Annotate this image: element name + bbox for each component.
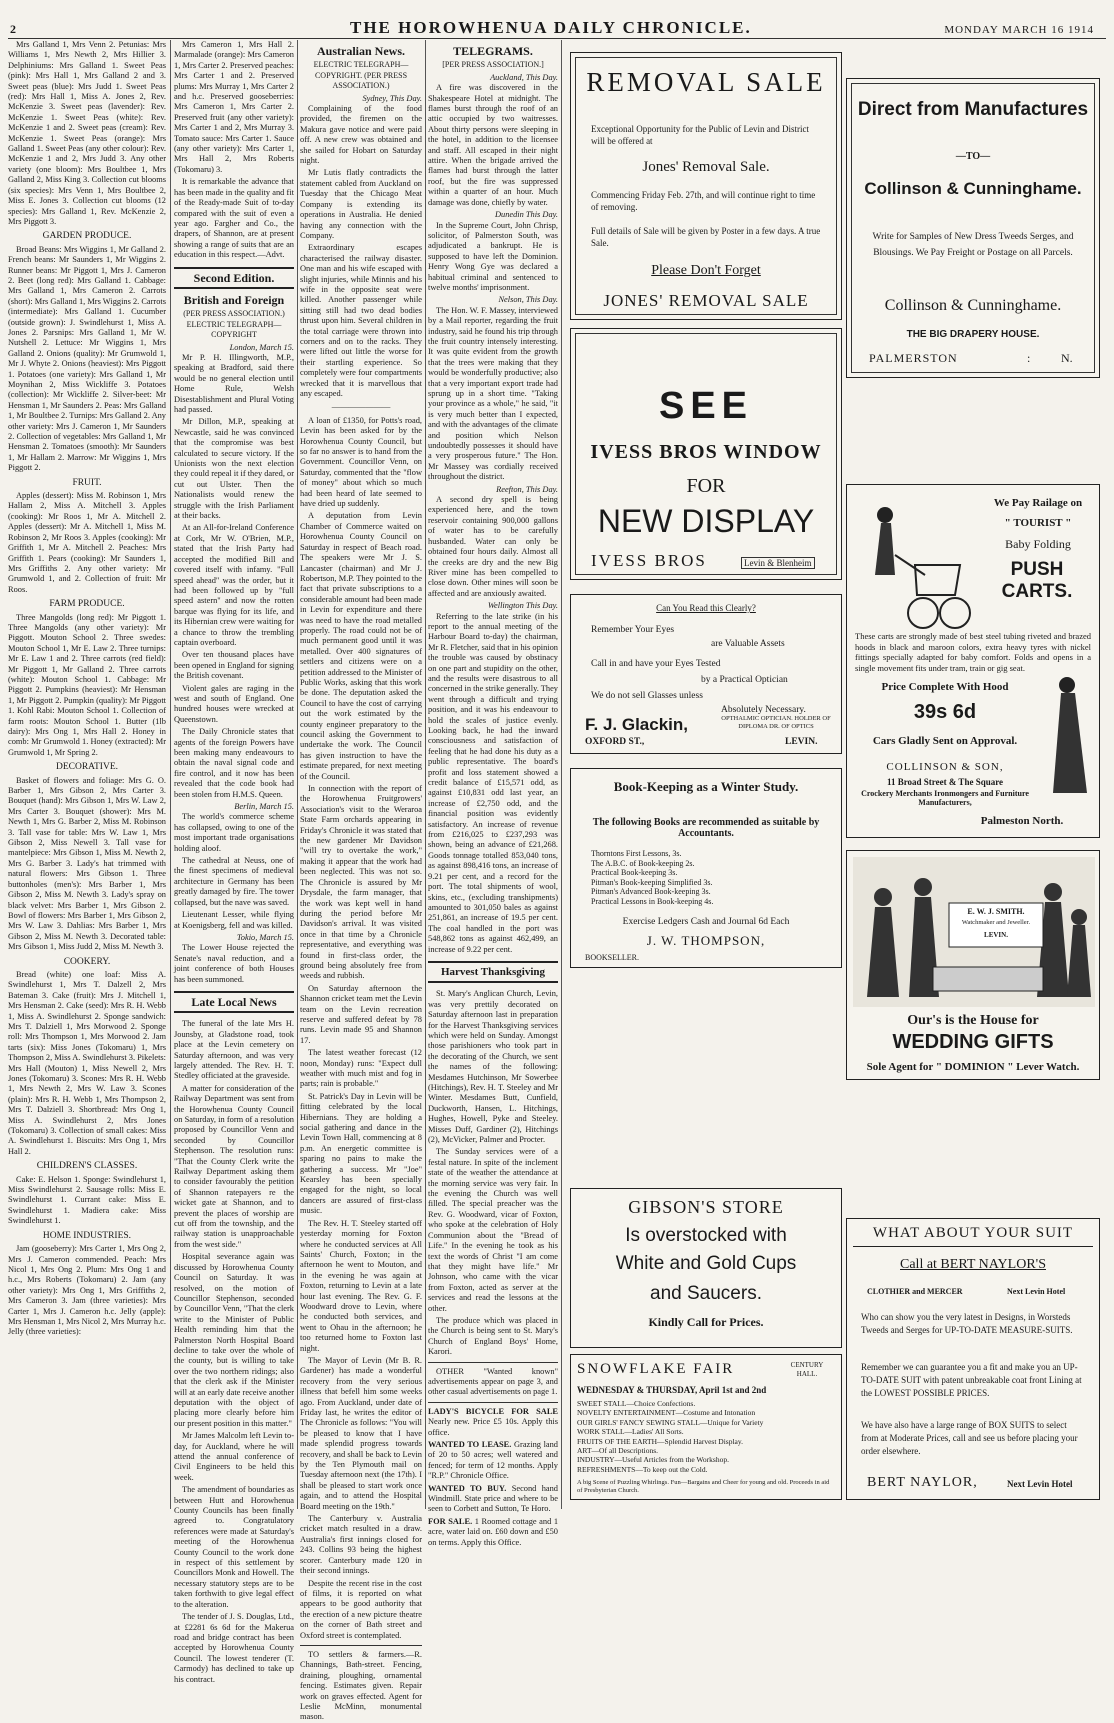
news-item: At an All-for-Ireland Conference at Cork, Mr W. O'Brien, M.P., stated that the Irish Party had accepted the modified Bill and covered itself with infamy. "Full speed ahead" was the order, but it had been followed up by "full speed astern" and now the rotten barque was flying for its life, and its Hibernian crew were waiting for a chance to throw the trembling captain overboard. — [174, 523, 294, 647]
news-item: In the Supreme Court, John Chrisp, solicitor, of Palmerston South, was adjudicated a bankrupt. He is supposed to have left the Dominion. Henry Wong Gye was declared a habitual criminal and sentenced to twelve months' imprisonment. — [428, 220, 558, 292]
gibson-title: GIBSON'S STORE — [628, 1197, 784, 1217]
home-industries-heading: HOME INDUSTRIES. — [42, 1230, 132, 1241]
news-item: Over ten thousand places have been opened in England for signing the British covenant. — [174, 650, 294, 681]
column-rule — [297, 40, 298, 1509]
glackin-line5: We do not sell Glasses unless — [591, 691, 703, 701]
harvest-item: The produce which was placed in the Church is being sent to St. Mary's Church of England Boys' Home, Karori. — [428, 1315, 558, 1357]
dateline-sydney: Sydney, This Day. — [362, 93, 422, 103]
second-edition-heading: Second Edition. — [193, 270, 275, 285]
book-item: Practical Lessons in Book-keeping 4s. — [591, 896, 714, 906]
ad-book-keeping — [570, 768, 842, 968]
local-item: The tender of J. S. Douglas, Ltd., at £2281 6s 6d for the Makerua road and bridge contract has been accepted by Horowhenua County Council. The lowest tenderer (T. Carmody) has declined to take up his contract. — [174, 1612, 294, 1684]
fruit-heading: FRUIT. — [72, 477, 102, 488]
glackin-line4: by a Practical Optician — [701, 675, 788, 685]
page-number: 2 — [10, 22, 16, 36]
local-item: A loan of £1350, for Potts's road, Levin has been asked for by the Horowhenua County Council, but so far no answer is to hand from the Government. Councillor Venn, on Saturday, commented that the "flow of money" about which so much had been heard of late seemed to have dried up suddenly. — [300, 415, 422, 509]
classified-heading: WANTED TO BUY. — [428, 1483, 507, 1493]
classified-text: Grazing land of 20 to 50 acres; well watered and fenced; for term of 12 months. Apply "R.P." Chronicle Office. — [428, 1440, 558, 1481]
news-item: Mr Lutis flatly contradicts the statement cabled from Auckland on Tuesday that the Chicago Meat Company is extending its operations in Australia. He denied having any connection with the Company. — [300, 168, 422, 240]
ad-snowflake-fair — [570, 1354, 842, 1500]
dateline-dunedin: Dunedin This Day. — [494, 210, 558, 220]
local-item: Hospital severance again was discussed by Horowhenua County Council on Saturday. It was resolved, on the motion of Councillor Stephenson, seconded by Councillor Venn, "That the clerk write to the Minister of Public Health reminding him that the Palmerston North Hospital Board decline to take over the whole of the county, but is willing to take over the two northern ridings; also that the clerk ask if the Minister will at an early date receive another deputation with the object of placing more clearly before him our present position in this matter." — [174, 1252, 294, 1428]
ours-line: Our's is the House for — [907, 1013, 1039, 1028]
glackin-question: Can You Read this Clearly? — [656, 603, 756, 613]
tourist-label: " TOURIST " — [1004, 517, 1072, 529]
news-item: Violent gales are raging in the west and south of England. One hundred houses were wrecked at Queenstown. — [174, 683, 294, 724]
ad-glackin-optician — [570, 594, 842, 754]
smith-town: LEVIN. — [984, 931, 1008, 939]
harvest-item: The Sunday services were of a festal nature. In spite of the inclement state of the weather the attendance at the morning service was very fair. In the evening the Church was well filled. The special preacher was the Rev. G. Woodward, vicar of Foxton, who spoke at the celebration of Holy Communion about the "Bread of Life." In the evening he took as his text the words of Christ "I am come that they might have life." Mr Johnson, who came with the vicar from Foxton, acted as server at the services and read the lessons at the other. — [428, 1147, 558, 1313]
for-label: FOR — [686, 475, 726, 497]
news-item: The Daily Chronicle states that agents of the foreign Powers have been making many endeavours to obtain the naval signal code and fire control, and it now has been revealed that the code book had been stolen from H.M.S. Queen. — [174, 727, 294, 799]
flower-results: Mrs Galland 1, Mrs Venn 2. Petunias: Mrs Williams 1, Mrs Newth 2, Mrs Hillier 3. Delphiniums: Mrs Galland 1. Sweet Peas (pink): Mrs Hall 1, Mrs Galland 2 and 3. Sweet peas (blue): Mrs Judd 1. Sweet Peas (red): Mrs Hall 1, Miss A. Jones 2, Rev. McKenzie 3. Sweet peas (lavender): Rev. McKenzie 1. Sweet Peas (white): Rev. McKenzie 1 and 2. Sweet peas (cream): Rev. McKenzie 1. Sweet Peas (orange): Mrs Galland 1. Sweet Peas (any other colour): Rev. McKenzie 1 and 2, Mrs Judd 3. Any other variety (one bloom): Mrs Boultbee 1, Mrs Galland 2, Miss King 3. Collection cut blooms (six species): Mrs Venn 1, Mrs Boultbee 2, Miss E. Jones 3. Collection cut blooms (12 species): Mrs Galland 1, Rev. McKenzie 2, Mrs Piggott 3. — [8, 40, 166, 226]
harvest-item: St. Mary's Anglican Church, Levin, was very prettily decorated on Saturday afternoon last in preparation for the Harvest Thanksgiving services which were held on Sunday. Amongst those parishioners who took part in the decorating of the Church, we sent the names of the following: Mesdames Hutchinson, Mr Sowerbee (Hitchings), Rev. H. T. Steeley and Mr Winter. Mesdames Butt, Cunfield, Duckworth, Hansen, L. Hitchings, Hughes, Howell, Pyke and Steeley. Misses Duff, Gardiner (2), Hitchings (2), McVicker, Palmer and Procter. — [428, 989, 558, 1145]
stall-item: SWEET STALL—Choice Confections. — [577, 1399, 696, 1408]
naylor-call: Call at BERT NAYLOR'S — [900, 1257, 1046, 1272]
approval-line: Cars Gladly Sent on Approval. — [872, 735, 1018, 747]
classified-text: Nearly new. Price £5 10s. Apply this office. — [428, 1417, 558, 1437]
bookkeeping-list — [591, 849, 821, 906]
news-item: Mr Dillon, M.P., speaking at Newcastle, said he was convinced that the compromise was best calculated to secure victory. If the Unionists won the next election they could repeal it if they dared, or cut out Ulster. Then the Nationalists would renew the struggle with the Irish Parliament at their backs. — [174, 417, 294, 521]
ivess-towns: Levin & Blenheim — [741, 557, 815, 569]
new-display: NEW DISPLAY — [597, 503, 815, 539]
local-item: Despite the recent rise in the cost of films, it is reported on what appears to be good authority that the erection of a new picture theatre on the corner of Bath street and Oxford street is contemplated. — [300, 1578, 422, 1640]
news-item: The Lower House rejected the Senate's naval reduction, and a joint conference of both Houses has been summoned. — [174, 943, 294, 984]
collinson-town: PALMERSTON — [869, 351, 958, 365]
telegrams-subhead: [PER PRESS ASSOCIATION.] — [442, 60, 544, 70]
late-local-heading: Late Local News — [191, 994, 277, 1009]
decorative-heading: DECORATIVE. — [55, 762, 118, 773]
collinson-son-trade: Crockery Merchants Ironmongers and Furniture Manufacturers, — [861, 789, 1029, 807]
news-item: Mr P. H. Illingworth, M.P., speaking at Bradford, said there would be no general election until Home Rule, Welsh Disestablishment and Plural Voting had passed. — [174, 352, 294, 414]
removal-details: Full details of Sale will be given by Poster in a few days. A true Sale. — [591, 226, 821, 248]
local-item: In connection with the report of the Horowhenua Fruitgrowers' Association's visit to the Weraroa State Farm orchards appearing in Friday's Chronicle it was stated that the new gardener Mr Davidson "will try to overtake the work," making it appear that the work had been neglected. This was not so. The Chronicle is assured by Mr Drysdale, the farm manager, that the work was kept well in hand during the period before Mr Davidson's arrival. It was visited once in that time by a Chronicle representative, and everything was found in first-class order, the ground being absolutely free from weeds and rubbish. — [300, 784, 422, 981]
cookery-results: Bread (white) one loaf: Miss A. Swindlehurst 1, Mrs T. Dalzell 2, Mrs Bateman 3. Cake (fruit): Mrs J. Mitchell 1, Mrs Hensman 2. Cake (seed): Mrs R. H. Webb 1, Miss A. Swindlehurst 2. Sponge sandwich: Mrs T. Dalziell 1, Mrs Morwood 2. Sponge roll: Mrs Thompson 1, Mrs Morwood 2. Jam tarts (six): Miss Jones (Tokomaru) 1, Mrs Thompson 2, Miss A. Swindlehurst 3. Pikelets: Mrs Hall (Mouton) 1, Miss Newell 2, Mrs Jones (Tokomaru) 3. Scones: Mrs R. H. Webb 1, Mrs Newth 2, Mrs W. Law 3. Scones (plain): Mrs R. H. Webb 1, Mrs Thompson 2, Mrs T. Dalziell 3. Shortbread: Mrs Ong 1, Miss A. Swindlehurst 2, Mrs Jones (Tokomaru) 3. Collection of small cakes: Miss A. Swindlehurst 1. Biscuits: Mrs Ong 1, Mrs Hall 2. — [8, 969, 166, 1156]
wedding-gifts: WEDDING GIFTS — [892, 1031, 1054, 1053]
ad-removal-sale — [570, 52, 842, 320]
children-results: Cake: E. Helson 1. Sponge: Swindlehurst 1, Miss Swindlehurst 2. Sausage rolls: Miss E. Swindlehurst 1. Currant cake: Miss E. Swindlehurst 1. Madiera cake: Miss Swindlehurst 1. — [8, 1174, 166, 1226]
local-item: On Saturday afternoon the Shannon cricket team met the Levin team on the Levin recreation reserve and suffered defeat by 78 runs. Levin made 95 and Shannon 17. — [300, 983, 422, 1045]
price-label: Price Complete With Hood — [881, 681, 1009, 693]
news-item: A second dry spell is being experienced here, and the town reservoir containing 900,000 gallons of water has to be carefully husbanded. Water can only be obtained four hours daily. Almost all the creeks are dry and the new Big River mine has been compelled to close down. Other mines will soon be affected and are anxiously awaited. — [428, 495, 558, 598]
local-item: Mr James Malcolm left Levin to-day, for Auckland, where he will attend the annual conference of Civil Engineers to be held this week. — [174, 1431, 294, 1482]
removal-shop: Jones' Removal Sale. — [642, 159, 770, 175]
classified-text: 1 Roomed cottage and 1 acre, water laid on. £60 down and £50 on terms. Apply this Office. — [428, 1516, 559, 1547]
column-rule — [425, 40, 426, 1509]
news-item: The cathedral at Neuss, one of the finest specimens of medieval architecture in Germany has been greatly damaged by fire. The tower collapsed, but the nave was saved. — [174, 856, 294, 907]
cookery-heading: COOKERY. — [63, 956, 111, 967]
stall-item: REFRESHMENTS—To keep out the Cold. — [577, 1464, 708, 1474]
collinson-son: COLLINSON & SON, — [886, 761, 1004, 773]
ledger-line: Exercise Ledgers Cash and Journal 6d Each — [622, 917, 790, 927]
thompson-trade: BOOKSELLER. — [585, 953, 639, 962]
newspaper-title: THE HOROWHENUA DAILY CHRONICLE. — [350, 18, 752, 37]
removal-forget: Please Don't Forget — [651, 263, 761, 278]
local-item: The funeral of the late Mrs H. Jounsby, at Gladstone road, took place at the Levin cemetery on Saturday afternoon, and was very largely attended. The Rev. H. T. Stedley officiated at the graveside. — [174, 1019, 294, 1081]
news-item: Complaining of the food provided, the firemen on the Makura gave notice and were paid off. A new crew was obtained and she sailed for Hobart on Saturday night. — [300, 104, 422, 166]
suit-advt: It is remarkable the advance that has been made in the quality and fit of the Ready-made Suit of to-day compared with the suit of even a year ago. Fargher and Co., the drapers, of Shannon, are at present showing a range of suits that are an education in this respect.—Advt. — [174, 177, 294, 260]
decorative-results: Basket of flowers and foliage: Mrs G. O. Barber 1, Mrs Gibson 2, Mrs Carter 3. Bouquet (hand): Mrs Gibson 1, Mrs W. Law 2, Mrs Carter 3. Bouquet (shower): Mrs M. Newth 1, Mrs G. Barber 2, Miss M. Robinson 3. Tall vase for table: Mrs W. Law 1, Mrs Gibson 2, Miss Newell 3. Tall vase for mantelpiece: Mrs Gibson 1, Miss M. Newth 2, Mrs G. Barber 3. Lady's hat trimmed with natural flowers: Mrs Gibson 1. Three buttonholes (men's): Mrs Barber 1, Mrs Gibson 2, Miss M. Newth 3. Lady's spray on black velvet: Mrs Barber 1, Mrs Gibson 2. Bowl of flowers: Mrs Barber 1, Mrs Gibson 2, Mrs W. Law 3. Dahlias: Mrs Barber 1, Mrs Gibson 2, Miss M. Newth 3. Decorated table: Mrs Gibson 1, Miss Judd 2, Miss M. Newth 3. — [8, 775, 166, 952]
classified-heading: LADY'S BICYCLE FOR SALE — [428, 1406, 558, 1416]
fruit-results: Apples (dessert): Miss M. Robinson 1, Mrs Hallam 2, Miss A. Mitchell 3. Apples (cooking): Mr Roos 1, Mr A. Mitchell 2. Apples (dessert): Mr A. Mitchell 1, Miss M. Robinson 2, Mr Roos 3. Apples (cooking): Mr Griffith 1, Mr A. Mitchell 2. Peaches: Mrs Griffith 1. Pears (cooking): Mr Saunders 1, Mrs Griffiths 2. Any other variety: Mr Grumwold 1, and 2. Collection of fruit: Mr Roos. — [8, 491, 166, 594]
british-foreign-heading: British and Foreign — [183, 292, 285, 307]
news-item: Extraordinary escapes characterised the railway disaster. One man and his wife escaped with slight injuries, while Minnis and his wife in the opposite seat were killed. Another passenger while sitting still had two dead bodies thrust upon him. Several children in the total carriage were thrown into corners and on to the racks. They were lifted out little the worse for their startling experience. So completely were four compartments wrecked that it is marvellous that any escaped. — [300, 243, 422, 398]
column-show-results — [8, 40, 166, 1509]
baby-folding: Baby Folding — [1005, 537, 1071, 551]
glackin-line1: Remember Your Eyes — [591, 625, 675, 635]
british-subhead: (PER PRESS ASSOCIATION.) ELECTRIC TELEGRAPH—COPYRIGHT — [183, 309, 285, 340]
to-label: —TO— — [955, 151, 991, 162]
column-rule — [170, 40, 171, 1509]
local-item: The Canterbury v. Australia cricket match resulted in a draw. Australia's first innings closed for 243. Collins 93 being the highest scorer. Canterbury made 120 in their second innings. — [300, 1514, 422, 1576]
home-industries-cont: Mrs Cameron 1, Mrs Hall 2. Marmalade (orange): Mrs Cameron 1, Mrs Carter 2. Preserved peaches: Mrs Carter 1 and 2. Preserved plums: Mrs Murray 1, Mrs Carter 2 and h.c. Preserved gooseberries: Mrs Cameron 1, Mrs Carter 2. Preserved fruit (any other variety): Mrs Carter 1 and 2, Mrs Murray 3. Tomato sauce: Mrs Carter 1. Sauce (any other variety): Mrs Carter 1, Mrs Hall 2, Mrs Roberts (Tokomaru) 3. — [174, 40, 294, 174]
see-heading: SEE — [658, 385, 754, 427]
home-industries-results: Jam (gooseberry): Mrs Carter 1, Mrs Ong 2, Mrs J. Cameron commended. Peach: Mrs Nicol 1, Mrs Ong 2. Plum: Mrs Ong 1 and h.c., Mrs Roberts (Tokomaru) 2. Jam (any other variety): Mrs Ong 1, Mrs Griffiths 2, Mrs Cameron 3. Jam (three varieties): Mrs Carter 1, Mrs J. Cameron h.c. Jelly (apple): Mrs Hensman 1, Mrs Nicol 2, Mrs Murray h.c. Jelly (three varieties): — [8, 1244, 166, 1337]
australian-news-heading: Australian News. — [316, 44, 405, 58]
stall-item: WORK STALL—Ladies' All Sorts. — [577, 1427, 684, 1437]
local-item: A matter for consideration of the Railway Department was sent from the Horowhenua County Council on Saturday, in form of a resolution proposed by Councillor Venn and seconded by Councillor Stephenson. The resolution runs: "That the County Clerk write the Railway Department asking them to consider favourably the petition of Shannon ratepayers re the wicket gate at Shannon, and to prevent the places of worship are cut off from the township, and the railway station is unapproachable from the west side." — [174, 1083, 294, 1249]
bookkeeping-sub: The following Books are recommended as suitable by Accountants. — [592, 817, 820, 839]
dateline-london: London, March 15. — [229, 342, 294, 352]
pram-illustration-icon — [855, 495, 973, 635]
local-item: The latest weather forecast (12 noon, Monday) runs: "Expect dull weather with much mist and fog in parts; rain is probable." — [300, 1048, 422, 1089]
ad-smith-wedding-gifts — [846, 850, 1100, 1080]
book-item: Practical Book-keeping 3s. — [591, 868, 678, 877]
naylor-signature: BERT NAYLOR, — [867, 1475, 978, 1490]
removal-title: REMOVAL SALE — [586, 67, 826, 97]
section-divider: ——————— — [331, 402, 391, 412]
dateline-tokio: Tokio, March 15. — [236, 932, 294, 942]
smith-trade: Watchmaker and Jeweller. — [961, 919, 1031, 926]
snowflake-list — [577, 1399, 835, 1474]
ad-bert-naylor — [846, 1218, 1100, 1500]
stall-item: INDUSTRY—Useful Articles from the Workshop. — [577, 1455, 729, 1465]
column-australian-news — [300, 40, 422, 1722]
dominion-agent: Sole Agent for " DOMINION " Lever Watch. — [866, 1061, 1080, 1073]
stall-item: ART—Of all Descriptions. — [577, 1446, 658, 1456]
thompson-name: J. W. THOMPSON, — [646, 933, 766, 948]
dateline-auckland: Auckland, This Day. — [490, 72, 558, 82]
ad-push-carts — [846, 484, 1100, 838]
removal-dates: Commencing Friday Feb. 27th, and will continue right to time of removing. — [591, 190, 816, 212]
issue-date: MONDAY MARCH 16 1914 — [944, 24, 1094, 36]
collinson-name-2: Collinson & Cunninghame. — [884, 297, 1062, 314]
lady-illustration-icon — [1043, 673, 1095, 803]
naylor-para1: Who can show you the very latest in Designs, in Worsteds Tweeds and Serges for UP-TO-DATE MEASURE-SUITS. — [861, 1312, 1073, 1335]
column-second-edition — [174, 40, 294, 1684]
drapery-house: THE BIG DRAPERY HOUSE. — [906, 329, 1040, 340]
collinson-n: N. — [1061, 351, 1073, 365]
news-item: Referring to the late strike (in his report to the annual meeting of the Harbour Board to-day) the chairman, Mr R. Fletcher, said that in his opinion the trouble was caused by obstinacy on one part and stupidity on the other, and the results were disastrous to all concerned in the strike generally. They went through a difficult and trying position, and it was his endeavour to hold the scales of justice evenly. Looking back, he had the inward consciousness and satisfaction of feeling that he had done his duty as a public representative. The board's profit and loss statement showed a credit balance of £15,571 odd, as against £10,831 odd last year, an increase of £2,750 odd, and the financial position was evidently satisfactory. An increase of revenue from £216,025 to £237,293 was shown, being an advance of £21,268. Goods tonnage totalled 853,040 tons, as against 898,416 tons, an increase of 9.21 per cent, and a record for the port. The total shipments of wool, skins, etc., (excluding transhipments) amounted to 301,050 bales as against 251,861, an increase of 19.5 per cent. The coal handled in the port was 548,862 tons as against 462,499, an increase of 9.22 per cent. — [428, 611, 558, 954]
stall-item: FRUITS OF THE EARTH—Splendid Harvest Display. — [577, 1436, 744, 1446]
snowflake-title: SNOWFLAKE FAIR — [577, 1361, 735, 1377]
naylor-signature-location: Next Levin Hotel — [1007, 1479, 1073, 1489]
column-rule — [561, 40, 562, 1509]
removal-tag: JONES' REMOVAL SALE — [603, 291, 809, 310]
naylor-para3: We have also have a large range of BOX SUITS to select from at Moderate Prices, call and see us before placing your order elsewhere. — [861, 1420, 1078, 1456]
pram-desc: These carts are strongly made of best steel tubing riveted and brazed hoods in black and maroon colors, extra heavy tyres with nickel fittings specially adapted for baby comfort. Folds and opens in a single movement fits under tram, train or gig seat. — [855, 631, 1091, 673]
news-item: A fire was discovered in the Shakespeare Hotel at midnight. The flames burst through the roof of an attic occupied by two waitresses. About thirty persons were sleeping in the hotel, in addition to the licensee and staff. All escaped in their night attire. When the brigade arrived the flames had burst through the latter roof, but the fire was suppressed within a quarter of an hour. Much damage was done, chiefly by water. — [428, 83, 558, 207]
australian-subhead: ELECTRIC TELEGRAPH—COPYRIGHT. (PER PRESS ASSOCIATION.) — [313, 60, 409, 91]
local-item: The Mayor of Levin (Mr B. R. Gardener) has made a wonderful recovery from the very serious illness that befell him some weeks ago. From Auckland, under date of Friday last, he writes the editor of The Chronicle as follows: "You will be pleased to know that I have made splendid progress towards recovery, and shall be back to Levin by the Ten Plymouth mail on Tuesday afternoon next (the 17th). I shall be pleased to start work once again, and to attend the Hospital Board meeting on the 19th." — [300, 1355, 422, 1511]
dateline-wellington: Wellington This Day. — [487, 601, 558, 611]
garden-heading: GARDEN PRODUCE. — [42, 231, 132, 242]
local-item: St. Patrick's Day in Levin will be fitting celebrated by the local Hibernians. They are holding a social gathering and dance in the Levin Town Hall, commencing at 8 p.m. An energetic committee is sparing no pains to make the gathering a success. Mr "Joe" Kearsley has been specially engaged for the night, so local dancers are assured of first-class music. — [300, 1091, 422, 1216]
dateline-nelson: Nelson, This Day. — [498, 295, 558, 305]
news-item: The world's commerce scheme has collapsed, owing to one of the most important trade organisations holding aloof. — [174, 812, 294, 853]
farm-heading: FARM PRODUCE. — [49, 599, 125, 610]
column-telegrams — [428, 40, 559, 1547]
other-notice: OTHER "Wanted known" advertisements appear on page 3, and other casual advertisements on page 1. — [428, 1366, 558, 1397]
book-item: Thorntons First Lessons, 3s. — [591, 849, 682, 858]
glackin-line2: are Valuable Assets — [711, 639, 785, 649]
snowflake-hall: CENTURY HALL. — [790, 1361, 824, 1378]
telegrams-heading: TELEGRAMS. — [453, 44, 533, 58]
push-carts-heading: PUSH CARTS. — [1001, 559, 1073, 602]
snowflake-dates: WEDNESDAY & THURSDAY, April 1st and 2nd — [577, 1385, 767, 1395]
stall-item: OUR GIRLS' FANCY SEWING STALL—Unique for Variety — [577, 1417, 764, 1427]
book-item: Pitman's Advanced Book-keeping 3s. — [591, 887, 711, 896]
masthead — [0, 0, 1114, 40]
dateline-berlin: Berlin, March 15. — [234, 802, 294, 812]
removal-body: Exceptional Opportunity for the Public of Levin and District will be offered at — [591, 124, 809, 146]
collinson-son-address: 11 Broad Street & The Square — [886, 777, 1004, 787]
harvest-heading: Harvest Thanksgiving — [440, 965, 546, 978]
ad-ivess-bros — [570, 328, 842, 580]
ivess-window: IVESS BROS WINDOW — [590, 441, 822, 463]
glackin-title: OPTHALMIC OPTICIAN. HOLDER OF DIPLOMA DR. OF OPTICS — [721, 715, 831, 730]
ad-gibsons-store — [570, 1188, 842, 1348]
local-item: A deputation from Levin Chamber of Commerce waited on Horowhenua County Council on Saturday in respect of Beach road. The speakers were Mr J. S. Lancaster (chairman) and Mr J. Robertson, M.P. They pointed to the fact that private subscriptions to a considerable amount had been made in Levin for expenditure and there was need to have the road metalled properly. The road could not be of much permanent good until it was metalled. Over 400 signatures of settlers and citizens were on a petition addressed to the Minister of Public Works, asking that this work be done. The deputation asked the Council to have the cost of carrying out the work estimated by the county engineer preparatory to the council asking the Government to undertake the work. The Council has given instruction to have the estimate prepared, for next meeting of the Council. — [300, 511, 422, 781]
snowflake-footer: A big Scene of Puzzling Whirlings. Fun—Bargains and Cheer for young and old. Proceeds in aid of Presbyterian Church. — [577, 1479, 830, 1494]
naylor-title: WHAT ABOUT YOUR SUIT — [853, 1225, 1093, 1247]
book-item: Pitman's Book-keeping Simplified 3s. — [591, 877, 713, 887]
gibson-line1: Is overstocked with — [625, 1225, 787, 1246]
settlers-notice: TO settlers & farmers.—R. Channings, Bath-street. Fencing, draining, ploughing, ornamental fencing. Estimates given. Repair work on graves effected. Agent for Leslie McMinn, monumental mason. — [300, 1649, 422, 1722]
classified-heading: WANTED TO LEASE. — [428, 1440, 512, 1449]
collinson-body: Write for Samples of New Dress Tweeds Serges, and Blousings. We Pay Freight or Postage on all Parcels. — [872, 232, 1074, 258]
direct-heading: Direct from Manufactures — [857, 99, 1089, 120]
classified-heading: FOR SALE. — [428, 1516, 473, 1526]
news-item: The Hon. W. F. Massey, interviewed by a Mail reporter, regarding the fruit industry, said he found his trip through the fruit country intensely interesting. It was quite evident from the growth that the trees were making that they would be wonderfully productive; also that a very important export trade had sprung up in a short time. "Taking your province as a whole," he said, "it is very much better than I expected, and with the advantages of the climate and position which Nelson undoubtedly possesses it should have a very prosperous future." The Hon. Mr Massey was cordially received throughout the district. — [428, 305, 558, 482]
glackin-address: OXFORD ST., — [585, 737, 645, 747]
collinson-son-town: Palmeston North. — [980, 815, 1064, 827]
naylor-location: Next Levin Hotel — [1007, 1287, 1066, 1296]
glackin-line3: Call in and have your Eyes Tested — [591, 659, 721, 669]
local-item: The Rev. H. T. Steeley started off yesterday morning for Foxton where he conducted services at All Saints' Church, Foxton; in the afternoon he went to Mouton, and in the evening he was again at Foxton, returning to Levin at a late hour last evening. The Rev. G. F. Woodward drove to Levin, where he conducted both services, and went to Ohau in the afternoon; he too returned home to Foxton last night. — [300, 1218, 422, 1353]
naylor-para2: Remember we can guarantee you a fit and make you an UP-TO-DATE SUIT with patent unbreakable coat front Lining at the LOWEST POSSIBLE PRICES. — [861, 1362, 1082, 1398]
gibson-line2: White and Gold Cups — [615, 1253, 797, 1274]
smith-name: E. W. J. SMITH. — [967, 907, 1025, 916]
news-item: Lieutenant Lesser, while flying at Koenigsberg, fell and was killed. — [174, 910, 294, 930]
classified-text: Second hand Windmill. State price and where to be seen to Corbett and Sutton, Te Horo. — [428, 1483, 558, 1514]
gibson-line3: and Saucers. — [650, 1283, 762, 1304]
stall-item: NOVELTY ENTERTAINMENT—Costume and Intonation — [577, 1408, 756, 1418]
glackin-name: F. J. Glackin, — [585, 715, 688, 734]
children-heading: CHILDREN'S CLASSES. — [36, 1161, 138, 1172]
price-value: 39s 6d — [913, 701, 977, 723]
bookkeeping-title: Book-Keeping as a Winter Study. — [613, 779, 799, 794]
railage-line: We Pay Railage on — [993, 497, 1083, 509]
farm-results: Three Mangolds (long red): Mr Piggott 1. Three Mangolds (any other variety): Mr Piggott. Mouton School 2. Three swedes: Mouton School 1, Mr E. Law 2. Three turnips: Mr E. Law 1 and 2. Three carrots (red field): Mr Piggott 1, Mr Galland 2. Three carrots (white): Mouton School 1. Cabbage: Mr Piggott 2. Pumpkins (heaviest): Mr Hensman 1, Mr Piggott 2. Pumpkin (quality): Mr Piggott 1. Kohl Rabi: Mouton School 1. Collection of farm roots: Mouton School 1. Butter (1lb dairy): Mrs Ong 1, Mrs Hall 2. Honey in comb: Mr Grumwold 1. Honey (extracted): Mr Grumwold 1, Mr Spring 2. — [8, 612, 166, 757]
ad-collinson-cunninghame — [846, 78, 1100, 378]
local-item: The amendment of boundaries as between Hutt and Horowhenua County Councils has been finally agreed to. Congratulatory references were made at Saturday's meeting of the Horowhenua County Council to the work done in respect of this settlement by Councillors Monk and Howell. The necessary statutory steps are to be taken forthwith to give legal effect to the alteration. — [174, 1485, 294, 1609]
glackin-line6: Absolutely Necessary. — [721, 705, 806, 715]
ivess-name: IVESS BROS — [591, 551, 707, 570]
collinson-name: Collinson & Cunninghame. — [864, 179, 1082, 198]
glackin-town: LEVIN. — [785, 737, 818, 747]
dateline-reefton: Reefton, This Day. — [496, 484, 558, 494]
collinson-colon: : — [1027, 351, 1031, 365]
naylor-trade: CLOTHIER and MERCER — [867, 1287, 963, 1296]
gibson-line4: Kindly Call for Prices. — [648, 1315, 764, 1329]
garden-results: Broad Beans: Mrs Wiggins 1, Mr Galland 2. French beans: Mr Saunders 1, Mr Wiggins 2. Runner beans: Mr Piggott 1, Mrs J. Cameron 2. Beet (long red): Mrs Galland 1. Cabbage: Mrs Galland 1, Mrs Cameron 2. Carrots (short): Mrs Galland 1, Mrs Wiggins 2. Carrots (intermediate): Mrs Galland 1. Cucumber (outside grown): J. Swindlehurst 1, Miss A. Jones 2. Parsnips: Mrs Galland 1, Mr W. Nutshell 2. Lettuce: Mr Wiggins 1, Mrs Galland 2. Onions (quality): Mr Grumwold 1, Mr J. Whyte 2. Onions (heaviest): Mrs Piggott 1. Potatoes (one variety): Mrs Galland 1, Mr Moynihan 2, Miss Wickliffe 3. Potatoes (collection): Mr Wickliffe 2. Silver-beet: Mr Hensman 1, Mr Saunders 2. Peas: Mrs Galland 1, Mr Boultbee 2. Turnips: Mrs Galland 2. Any other variety: Mrs J. Cameron 1, Mr Saunders 2. Collection of vegetables: Mrs Galland 1, Mr Hensman 2. Tomatoes (smooth): Mr Saunders 1, Mr Hallam 2. Marrow: Mr Wiggins 1, Mrs Piggott 2. — [8, 244, 166, 473]
book-item: The A.B.C. of Book-keeping 2s. — [591, 858, 695, 868]
masthead-rule — [8, 38, 1106, 39]
